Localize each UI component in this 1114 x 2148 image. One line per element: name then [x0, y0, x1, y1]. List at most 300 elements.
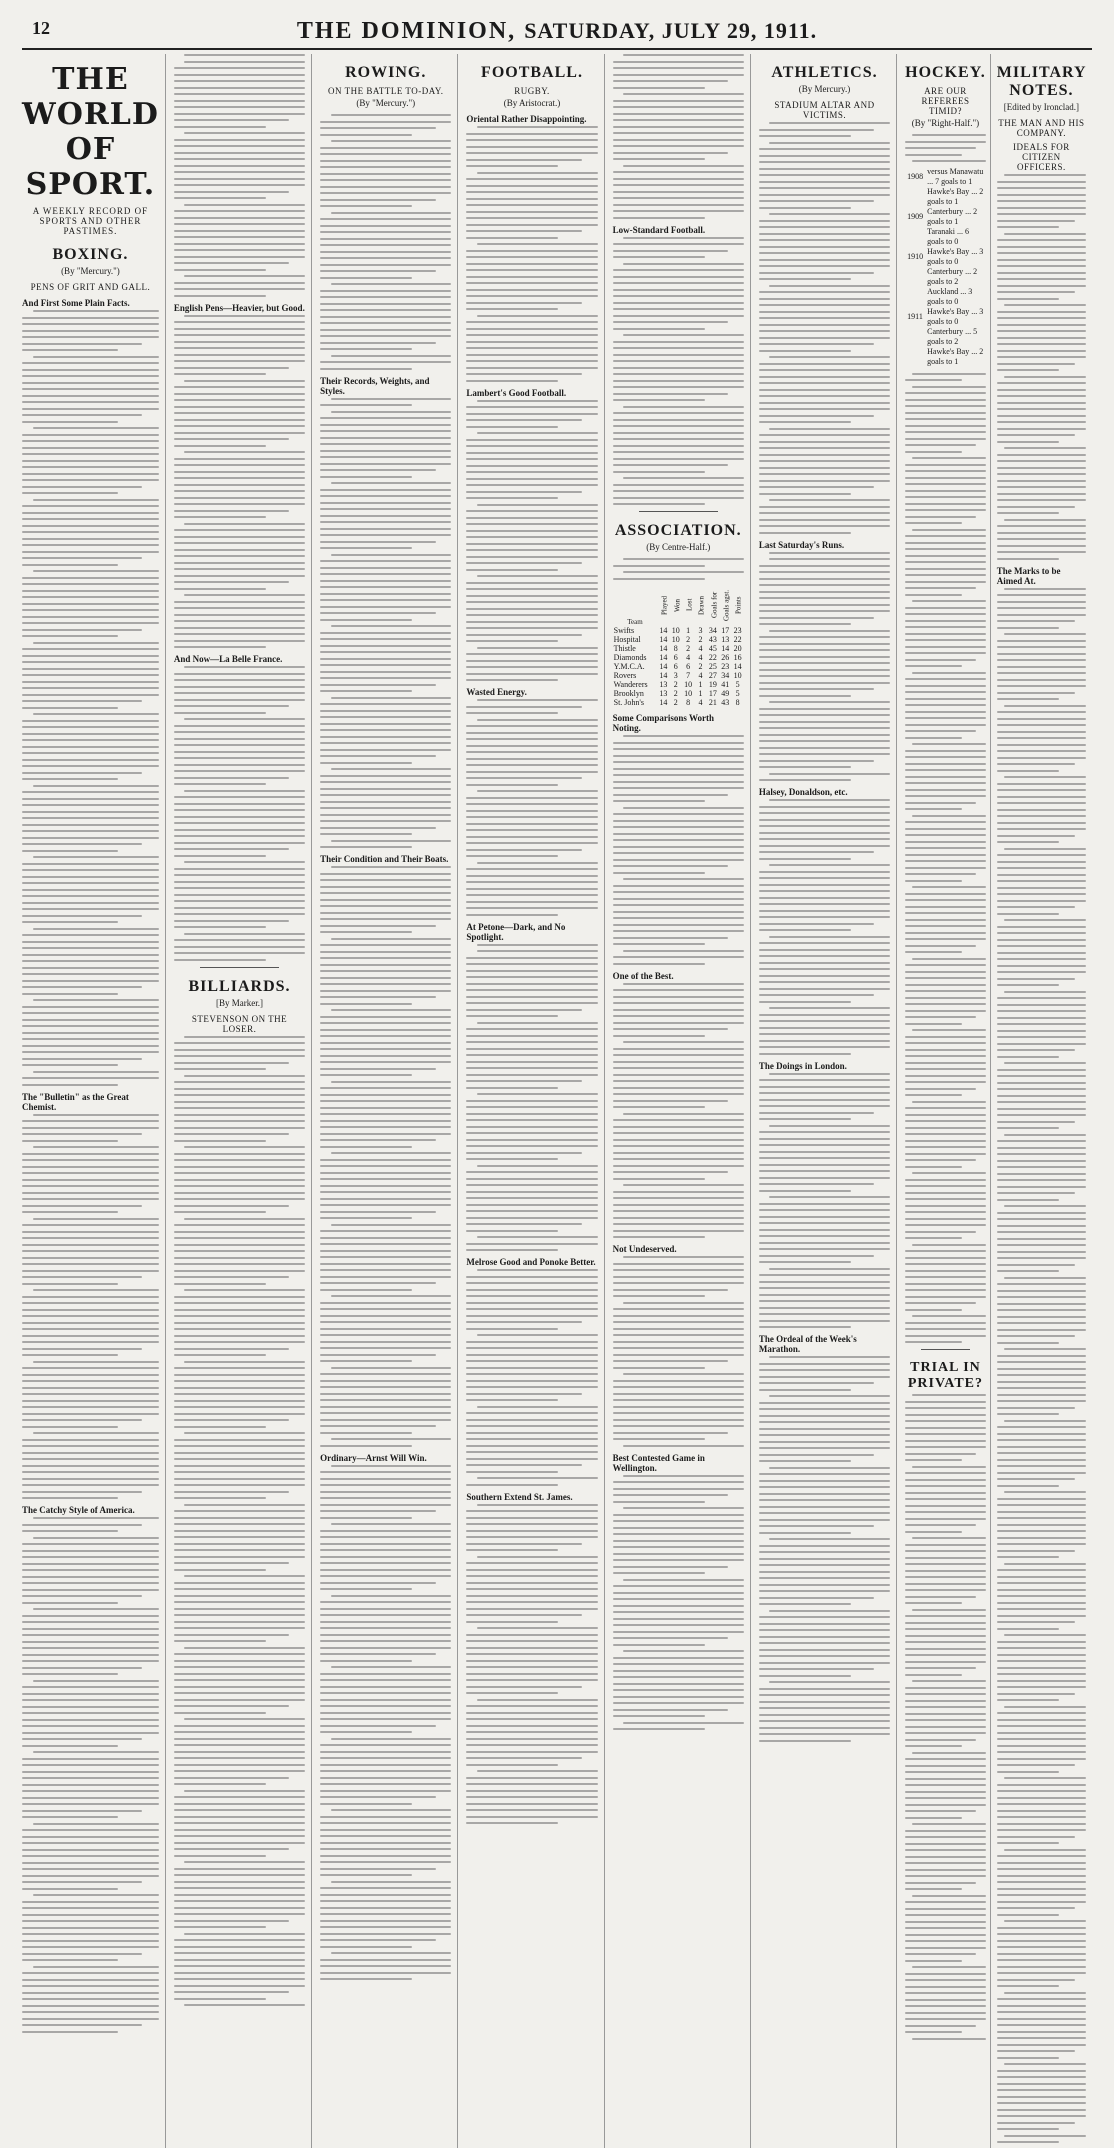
text-line: [769, 1395, 890, 1397]
hockey-result: Auckland ... 3 goals to 0: [927, 286, 973, 306]
text-line: [466, 970, 597, 972]
text-line: [997, 428, 1086, 430]
text-line: [174, 900, 305, 902]
hockey-result-row: [905, 167, 986, 187]
text-line: [905, 1309, 961, 1311]
text-line: [174, 1237, 305, 1239]
text-line: [477, 1236, 598, 1238]
text-line: [997, 1270, 1059, 1272]
text-line: [320, 1256, 451, 1258]
text-line: [174, 1107, 305, 1109]
text-line: [22, 843, 142, 845]
text-line: [320, 476, 412, 478]
text-line: [22, 1836, 159, 1838]
text-line: [613, 1048, 744, 1050]
text-line: [320, 560, 451, 562]
text-line: [759, 1235, 890, 1237]
text-line: [466, 133, 597, 135]
text-line: [22, 1940, 159, 1942]
text-line: [174, 217, 305, 219]
text-line: [769, 558, 890, 560]
text-line: [184, 933, 305, 935]
text-line: [320, 729, 451, 731]
text-line: [759, 1675, 851, 1677]
text-line: [22, 1699, 159, 1701]
text-line: [997, 1075, 1086, 1077]
text-line: [174, 1757, 305, 1759]
text-line: [320, 541, 436, 543]
text-line: [174, 1185, 305, 1187]
text-line: [997, 887, 1086, 889]
football-text-5: [466, 1269, 597, 1486]
text-line: [22, 635, 118, 637]
text-line: [759, 1506, 890, 1508]
text-line: [33, 856, 159, 858]
text-line: [466, 1087, 558, 1089]
text-line: [22, 1907, 159, 1909]
text-line: [477, 1504, 598, 1506]
text-line: [613, 859, 744, 861]
text-line: [613, 354, 744, 356]
text-line: [759, 838, 890, 840]
text-line: [174, 1140, 266, 1142]
text-line: [613, 1197, 744, 1199]
text-line: [320, 781, 451, 783]
text-line: [466, 1035, 597, 1037]
text-line: [759, 649, 890, 651]
text-line: [613, 748, 744, 750]
text-line: [174, 627, 305, 629]
text-line: [174, 1062, 290, 1064]
text-line: [184, 790, 305, 792]
text-line: [905, 477, 986, 479]
text-line: [905, 1146, 986, 1148]
text-line: [174, 197, 266, 199]
text-line: [997, 369, 1059, 371]
text-line: [997, 1524, 1086, 1526]
text-line: [623, 1041, 744, 1043]
text-line: [174, 1634, 290, 1636]
text-line: [1004, 1134, 1086, 1136]
text-line: [613, 210, 744, 212]
text-line: [997, 1556, 1059, 1558]
text-line: [905, 522, 961, 524]
text-line: [320, 1386, 451, 1388]
rowing-subhead-a: Their Records, Weights, and Styles.: [320, 375, 430, 396]
text-line: [759, 688, 875, 690]
football-text-3: [466, 699, 597, 916]
military-column: [997, 54, 1086, 2148]
text-line: [905, 1583, 986, 1585]
text-line: [905, 490, 986, 492]
text-line: [613, 996, 744, 998]
assoc-subhead-b: One of the Best.: [612, 970, 674, 981]
text-line: [759, 194, 890, 196]
text-line: [759, 415, 875, 417]
association-cell: 14: [659, 671, 668, 680]
text-line: [22, 1660, 159, 1662]
text-line: [905, 613, 986, 615]
text-line: [613, 302, 744, 304]
text-line: [174, 1205, 290, 1207]
text-line: [997, 259, 1086, 261]
text-line: [174, 920, 290, 922]
text-line: [174, 686, 305, 688]
association-cell: 13: [721, 635, 730, 644]
text-line: [320, 710, 451, 712]
text-line: [22, 947, 159, 949]
text-line: [613, 1432, 729, 1434]
text-line: [22, 1985, 159, 1987]
text-line: [174, 1666, 305, 1668]
text-line: [613, 61, 744, 63]
text-line: [905, 607, 986, 609]
text-line: [759, 636, 890, 638]
text-line: [466, 1412, 597, 1414]
text-line: [759, 988, 890, 990]
text-line: [320, 192, 451, 194]
text-line: [997, 718, 1086, 720]
text-line: [320, 1094, 451, 1096]
text-line: [174, 1517, 305, 1519]
text-line: [320, 1731, 412, 1733]
text-line: [22, 700, 142, 702]
text-line: [466, 1048, 597, 1050]
text-line: [997, 545, 1086, 547]
text-line: [174, 555, 305, 557]
text-line: [466, 1458, 597, 1460]
text-line: [905, 1979, 986, 1981]
rowing-text-1: [320, 114, 451, 370]
text-line: [174, 1998, 266, 2000]
text-line: [320, 1549, 451, 1551]
text-line: [997, 822, 1086, 824]
text-line: [997, 2018, 1086, 2020]
text-line: [174, 1686, 305, 1688]
text-line: [22, 375, 159, 377]
text-line: [623, 477, 744, 479]
text-line: [33, 1361, 159, 1363]
text-line: [22, 1946, 159, 1948]
text-line: [905, 1947, 986, 1949]
text-line: [997, 1355, 1086, 1357]
text-line: [466, 1393, 582, 1395]
text-line: [759, 1242, 890, 1244]
text-line: [22, 1445, 159, 1447]
text-line: [997, 1699, 1059, 1701]
association-cell: 10: [684, 680, 693, 689]
text-line: [466, 1562, 597, 1564]
text-line: [997, 1498, 1086, 1500]
text-line: [320, 1497, 451, 1499]
text-line: [905, 1211, 986, 1213]
text-line: [759, 506, 890, 508]
hockey-year: [905, 187, 925, 207]
text-line: [33, 928, 159, 930]
text-line: [22, 668, 159, 670]
text-line: [759, 1493, 890, 1495]
text-line: [997, 330, 1086, 332]
text-line: [466, 1419, 597, 1421]
athletics-heading: ATHLETICS.: [771, 64, 878, 81]
text-line: [997, 770, 1059, 772]
text-line: [997, 1056, 1059, 1058]
text-line: [613, 1165, 744, 1167]
text-line: [759, 181, 890, 183]
text-line: [174, 334, 305, 336]
text-line: [997, 207, 1086, 209]
text-line: [320, 1269, 451, 1271]
text-line: [759, 1046, 890, 1048]
hockey-result-row: [905, 207, 986, 227]
text-line: [905, 1276, 986, 1278]
text-line: [905, 1901, 986, 1903]
text-line: [905, 867, 986, 869]
text-line: [174, 705, 290, 707]
text-line: [997, 1985, 1059, 1987]
text-line: [613, 1585, 744, 1587]
text-line: [997, 874, 1086, 876]
text-line: [22, 1497, 118, 1499]
text-line: [905, 496, 986, 498]
text-line: [905, 997, 986, 999]
text-line: [174, 93, 305, 95]
text-line: [320, 846, 412, 848]
text-line: [320, 515, 451, 517]
text-line: [759, 1727, 890, 1729]
text-line: [22, 1491, 142, 1493]
text-line: [759, 512, 890, 514]
text-line: [466, 334, 597, 336]
column-3: [320, 54, 458, 2148]
text-line: [174, 1959, 305, 1961]
text-line: [466, 1152, 582, 1154]
text-line: [905, 685, 986, 687]
text-line: [905, 769, 986, 771]
text-line: [1004, 1205, 1086, 1207]
text-line: [905, 1771, 986, 1773]
text-line: [22, 1471, 159, 1473]
text-line: [320, 1347, 451, 1349]
text-line: [174, 1322, 305, 1324]
text-line: [905, 1589, 986, 1591]
text-line: [22, 1530, 118, 1532]
text-line: [320, 664, 451, 666]
text-line: [331, 1881, 452, 1883]
text-line: [997, 1394, 1086, 1396]
text-line: [912, 815, 986, 817]
text-line: [320, 833, 412, 835]
association-cell: 6: [673, 662, 678, 671]
text-line: [997, 317, 1086, 319]
text-line: [320, 179, 451, 181]
text-line: [320, 1172, 451, 1174]
text-line: [905, 2005, 986, 2007]
text-line: [174, 1803, 305, 1805]
text-line: [1004, 1777, 1086, 1779]
text-line: [759, 200, 875, 202]
text-line: [320, 1406, 451, 1408]
text-line: [912, 1895, 986, 1897]
text-line: [184, 1289, 305, 1291]
text-line: [22, 1159, 159, 1161]
text-line: [320, 1484, 451, 1486]
text-line: [905, 1133, 986, 1135]
text-line: [466, 836, 597, 838]
association-team: Diamonds: [613, 653, 647, 662]
text-line: [912, 1537, 986, 1539]
text-line: [174, 1426, 266, 1428]
football-sub: RUGBY.: [514, 86, 550, 96]
text-line: [997, 913, 1059, 915]
text-line: [22, 1276, 142, 1278]
hockey-result-row: [905, 247, 986, 267]
text-line: [174, 1952, 305, 1954]
text-line: [466, 745, 597, 747]
text-line: [466, 608, 597, 610]
text-line: [905, 1550, 986, 1552]
text-line: [759, 161, 890, 163]
text-line: [22, 1972, 159, 1974]
text-line: [759, 233, 890, 235]
text-line: [905, 964, 986, 966]
athletics-subhead-d: The Ordeal of the Week's Marathon.: [758, 1334, 857, 1354]
text-line: [769, 428, 890, 430]
billiards-heading: BILLIARDS.: [188, 977, 291, 995]
text-line: [22, 915, 142, 917]
text-line: [22, 2024, 142, 2026]
text-line: [1004, 776, 1086, 778]
text-line: [759, 434, 890, 436]
text-line: [613, 445, 744, 447]
text-line: [33, 356, 159, 358]
text-line: [997, 1758, 1086, 1760]
association-row: [613, 635, 744, 644]
association-cell: 10: [733, 671, 742, 680]
text-line: [174, 1699, 305, 1701]
text-line: [613, 464, 729, 466]
text-line: [174, 673, 305, 675]
text-line: [759, 1636, 890, 1638]
text-line: [174, 1601, 305, 1603]
text-line: [320, 873, 451, 875]
association-cell: 1: [686, 626, 691, 635]
text-line: [759, 1369, 890, 1371]
text-line: [174, 1101, 305, 1103]
text-line: [320, 1360, 412, 1362]
text-line: [320, 1198, 451, 1200]
text-line: [22, 1927, 159, 1929]
hockey-result-row: [905, 187, 986, 207]
text-line: [320, 1315, 451, 1317]
text-line: [22, 1335, 159, 1337]
text-line: [613, 321, 729, 323]
text-line: [905, 1557, 986, 1559]
text-line: [320, 632, 451, 634]
text-line: [174, 1725, 305, 1727]
text-line: [174, 607, 305, 609]
text-line: [997, 1342, 1059, 1344]
text-line: [320, 1178, 451, 1180]
text-line: [759, 1597, 875, 1599]
text-line: [320, 1250, 451, 1252]
text-line: [22, 1771, 159, 1773]
text-line: [905, 1921, 986, 1923]
text-line: [997, 194, 1086, 196]
association-row: [613, 662, 744, 671]
text-line: [22, 2005, 159, 2007]
text-line: [174, 1042, 305, 1044]
text-line: [613, 1119, 744, 1121]
text-line: [997, 1667, 1086, 1669]
text-line: [320, 794, 451, 796]
text-line: [905, 1518, 986, 1520]
text-line: [997, 1127, 1059, 1129]
association-team: Swifts: [613, 626, 635, 635]
text-line: [320, 1399, 451, 1401]
text-line: [22, 1367, 159, 1369]
text-line: [320, 290, 451, 292]
text-line: [22, 1263, 159, 1265]
text-line: [22, 1764, 159, 1766]
text-line: [466, 601, 597, 603]
association-text-3: [613, 1256, 744, 1447]
text-line: [320, 437, 451, 439]
text-line: [320, 1894, 451, 1896]
text-line: [905, 1882, 976, 1884]
text-line: [22, 616, 159, 618]
text-line: [466, 295, 597, 297]
text-line: [912, 958, 986, 960]
text-line: [905, 2031, 961, 2033]
text-line: [320, 1822, 451, 1824]
text-line: [905, 711, 986, 713]
text-line: [320, 1575, 451, 1577]
text-line: [613, 100, 744, 102]
hockey-results-table: [905, 167, 986, 367]
association-cell: 4: [686, 653, 691, 662]
text-line: [320, 1816, 451, 1818]
association-cell: 2: [698, 635, 703, 644]
text-line: [174, 1621, 305, 1623]
text-line: [759, 1099, 890, 1101]
text-line: [174, 158, 305, 160]
text-line: [466, 614, 597, 616]
text-line: [759, 1707, 890, 1709]
text-line: [477, 719, 598, 721]
text-line: [466, 1744, 597, 1746]
text-line: [320, 1068, 436, 1070]
football-subhead-e: Melrose Good and Ponoke Better.: [466, 1257, 596, 1267]
text-line: [320, 716, 451, 718]
text-line: [33, 713, 159, 715]
text-line: [997, 1368, 1086, 1370]
text-line: [22, 1953, 142, 1955]
text-line: [613, 315, 744, 317]
text-line: [613, 341, 744, 343]
text-line: [174, 1770, 305, 1772]
text-line: [759, 571, 890, 573]
text-line: [174, 295, 266, 297]
text-line: [466, 1184, 597, 1186]
text-line: [1004, 519, 1086, 521]
text-line: [759, 298, 890, 300]
text-line: [759, 669, 890, 671]
text-line: [331, 1666, 452, 1668]
text-line: [331, 1738, 452, 1740]
text-line: [466, 1061, 597, 1063]
text-line: [174, 1302, 305, 1304]
